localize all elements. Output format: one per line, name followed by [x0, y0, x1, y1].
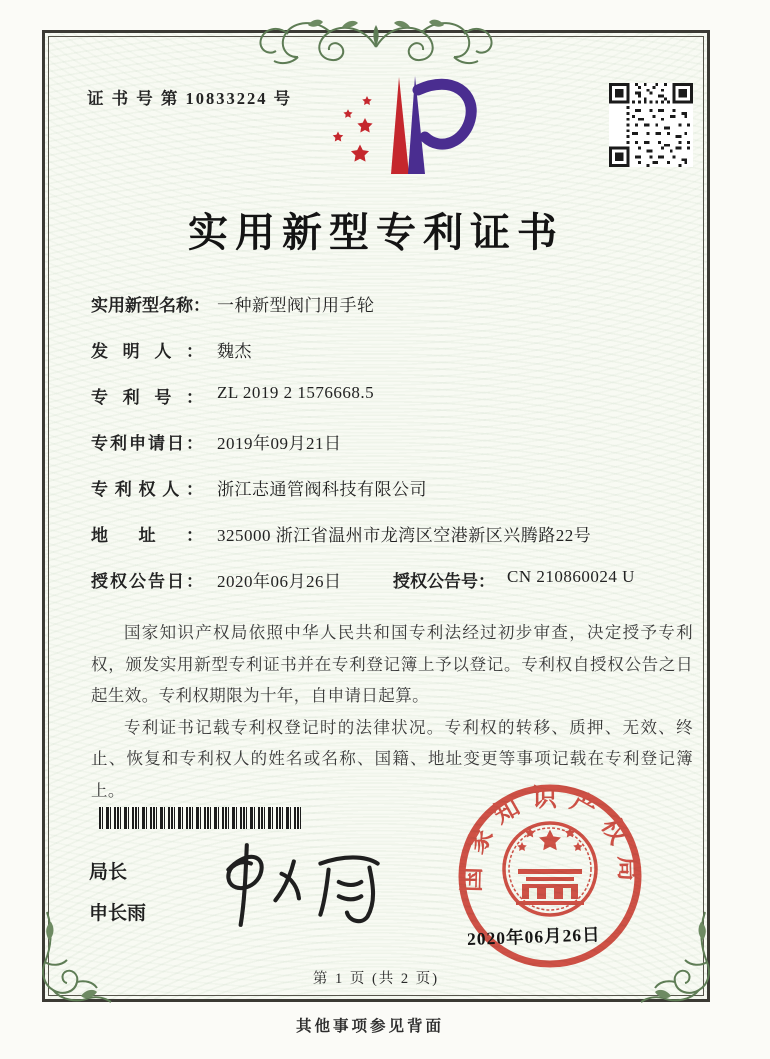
official-seal [455, 781, 645, 971]
field-patent-number [91, 383, 691, 407]
field-value: 2019年09月21日 [217, 434, 342, 453]
legal-paragraph-1: 国家知识产权局依照中华人民共和国专利法经过初步审查，决定授予专利权，颁发实用新型专利证书并在专利登记簿上予以登记。专利权自授权公告之日起生效。专利权期限为十年，自申请日起算。 [91, 623, 693, 705]
barcode [99, 807, 301, 829]
field-label: 地址： [91, 526, 203, 545]
certificate-frame [42, 30, 710, 1002]
officer-title: 局长 [89, 862, 128, 883]
seal-date: 2020年06月26日 [466, 924, 601, 949]
field-grant-number [393, 567, 635, 592]
officer-block [89, 857, 146, 925]
field-label: 专利申请日： [91, 434, 203, 453]
field-label: 实用新型名称： [91, 296, 210, 315]
qr-code [609, 83, 693, 167]
field-value: 魏杰 [217, 342, 252, 361]
field-value: 一种新型阀门用手轮 [217, 296, 375, 315]
field-label: 授权公告号： [393, 572, 495, 591]
field-value: CN 210860024 U [507, 567, 635, 586]
field-value: 2020年06月26日 [217, 572, 342, 591]
certificate-number: 证 书 号 第 10833224 号 [87, 89, 293, 108]
cnipa-logo-icon [321, 73, 481, 181]
field-address [91, 521, 691, 545]
field-patentee [91, 475, 691, 499]
field-utility-model-name [91, 291, 691, 315]
legal-text-block [91, 617, 693, 806]
seal-text: 国家知识产权局 [458, 784, 642, 893]
page-number: 第 1 页 (共 2 页) [312, 971, 440, 987]
officer-name: 申长雨 [89, 903, 147, 924]
ornament-bottom-right-icon [635, 910, 715, 1005]
field-label: 发明人： [91, 342, 203, 361]
field-filing-date [91, 429, 691, 453]
certificate-title: 实用新型专利证书 [188, 210, 564, 255]
field-label: 专利号： [91, 388, 203, 407]
ornament-top-icon [248, 13, 504, 71]
field-grant-date [91, 567, 691, 591]
field-label: 专利权人： [91, 480, 203, 499]
field-label: 授权公告日： [91, 572, 203, 591]
field-value: 325000 浙江省温州市龙湾区空港新区兴腾路22号 [217, 526, 592, 545]
field-value: ZL 2019 2 1576668.5 [217, 383, 375, 402]
field-value: 浙江志通管阀科技有限公司 [217, 480, 427, 499]
signature-script [197, 839, 407, 931]
fields-block [91, 291, 691, 613]
field-inventor [91, 337, 691, 361]
legal-paragraph-2: 专利证书记载专利权登记时的法律状况。专利权的转移、质押、无效、终止、恢复和专利权人的姓名或名称、国籍、地址变更等事项记载在专利登记簿上。 [91, 717, 693, 800]
back-side-note: 其他事项参见背面 [295, 1018, 444, 1035]
national-emblem-icon [504, 823, 596, 915]
